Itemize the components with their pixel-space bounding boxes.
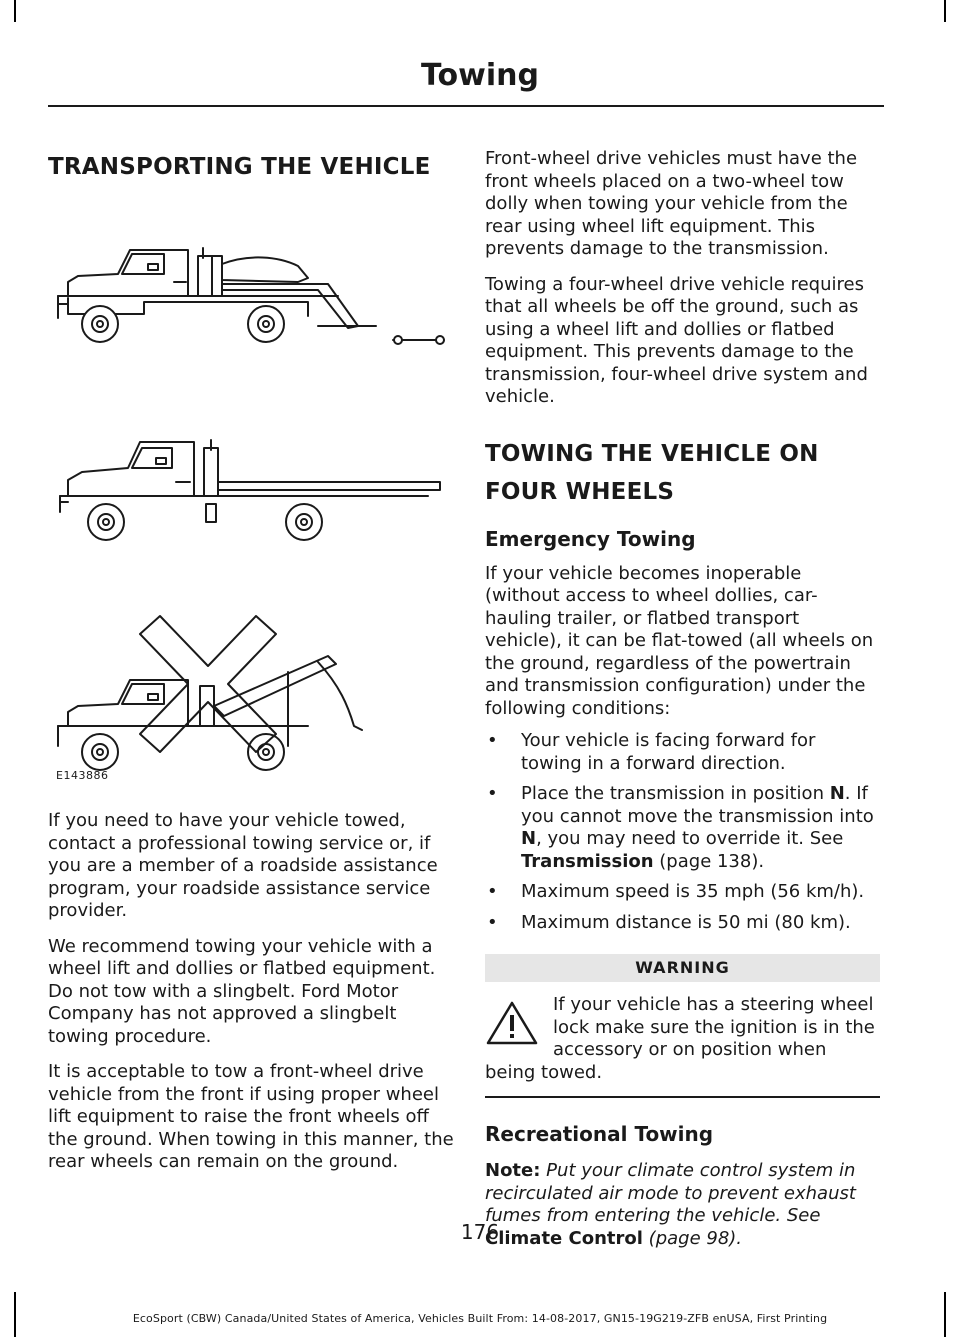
towing-illustration xyxy=(48,186,454,786)
figure-code: E143886 xyxy=(56,769,109,782)
list-item xyxy=(485,730,880,775)
page-footer: EcoSport (CBW) Canada/United States of America, Vehicles Built From: 14-08-2017, GN15-19G219-ZFB enUSA, First Printing xyxy=(132,1312,828,1325)
section-heading-four-wheels xyxy=(485,435,880,511)
warning-text: If your vehicle has a steering wheel lock make sure the ignition is in the accessory or on position when being towed. xyxy=(485,994,875,1083)
note-label: Note: xyxy=(485,1160,541,1181)
list-item xyxy=(485,783,880,873)
emergency-conditions-list xyxy=(485,730,880,934)
bullet-glyph: • xyxy=(487,783,498,804)
bullet-glyph: • xyxy=(487,881,498,902)
paragraph-4wd-towing: Towing a four-wheel drive vehicle requires that all wheels be off the ground, such as using a wheel lift and dollies or flatbed equipment. This prevents damage to the transmission, four-wheel drive system and vehicle. xyxy=(485,273,868,407)
bullet-glyph: • xyxy=(487,730,498,751)
bullet-text-pre: Place the transmission in position xyxy=(521,783,830,804)
gear-n-label: N xyxy=(829,783,845,804)
section-heading-transporting: TRANSPORTING THE VEHICLE xyxy=(48,154,431,180)
flatbed-truck-drawing xyxy=(60,440,440,540)
bullet-text: Maximum speed is 35 mph (56 km/h). xyxy=(521,881,865,902)
right-column xyxy=(485,148,880,1263)
climate-control-reference-link[interactable]: Climate Control xyxy=(485,1227,643,1249)
slingbelt-truck-drawing xyxy=(58,656,362,770)
bullet-text-mid: . If you cannot move the transmission into xyxy=(521,783,874,827)
crop-mark-top-right xyxy=(944,0,946,22)
bullet-text: Maximum distance is 50 mi (80 km). xyxy=(521,911,851,933)
gear-n-label: N xyxy=(521,828,537,849)
crop-mark-top-left xyxy=(14,0,16,22)
page-reference: (page 138). xyxy=(653,850,765,872)
bullet-text: Your vehicle is facing forward for towing in a forward direction. xyxy=(521,730,816,774)
subheading-emergency-towing: Emergency Towing xyxy=(485,526,696,551)
paragraph-front-wheel-drive-tow: It is acceptable to tow a front-wheel drive vehicle from the front if using proper wheel lift equipment to raise the front wheels off the ground. When towing in this manner, the rear wheels can remain on the ground. xyxy=(48,1061,454,1172)
paragraph-recommend-wheel-lift: We recommend towing your vehicle with a wheel lift and dollies or flatbed equipment. Do not tow with a slingbelt. Ford Motor Company has not approved a slingbelt towing procedure. xyxy=(48,935,436,1047)
warning-box xyxy=(485,994,880,1098)
page-header-title: Towing xyxy=(421,58,539,93)
section-heading-line-2: FOUR WHEELS xyxy=(485,478,675,505)
paragraph-fwd-tow-dolly: Front-wheel drive vehicles must have the front wheels placed on a two-wheel tow dolly when towing your vehicle from the rear using wheel lift equipment. This prevents damage to the transmission. xyxy=(485,148,858,259)
bullet-glyph: • xyxy=(487,911,498,933)
left-column xyxy=(48,148,454,1187)
paragraph-contact-towing: If you need to have your vehicle towed, contact a professional towing service or, if you are a member of a roadside assistance program, your roadside assistance service provider. xyxy=(48,810,438,921)
wheel-lift-truck-drawing xyxy=(58,248,444,344)
warning-header: WARNING xyxy=(485,954,880,982)
list-item xyxy=(485,881,880,904)
subheading-recreational-towing: Recreational Towing xyxy=(485,1122,714,1146)
header-divider xyxy=(48,105,884,107)
section-heading-line-1: TOWING THE VEHICLE ON xyxy=(485,440,819,467)
page-number: 176 xyxy=(460,1220,500,1244)
bullet-text-post: , you may need to override it. See xyxy=(536,828,844,849)
list-item xyxy=(485,912,880,935)
note-page-reference: (page 98). xyxy=(642,1227,743,1249)
warning-triangle-icon xyxy=(485,1000,539,1046)
note-text: Put your climate control system in recirculated air mode to prevent exhaust fumes from entering the vehicle. See xyxy=(485,1160,856,1226)
paragraph-emergency-intro: If your vehicle becomes inoperable (without access to wheel dollies, car-hauling trailer, or flatbed transport vehicle), it can be flat-towed (all wheels on the ground, regardless of the powertrain and transmission configuration) under the following conditions: xyxy=(485,562,874,719)
transmission-reference-link[interactable]: Transmission xyxy=(521,850,654,872)
